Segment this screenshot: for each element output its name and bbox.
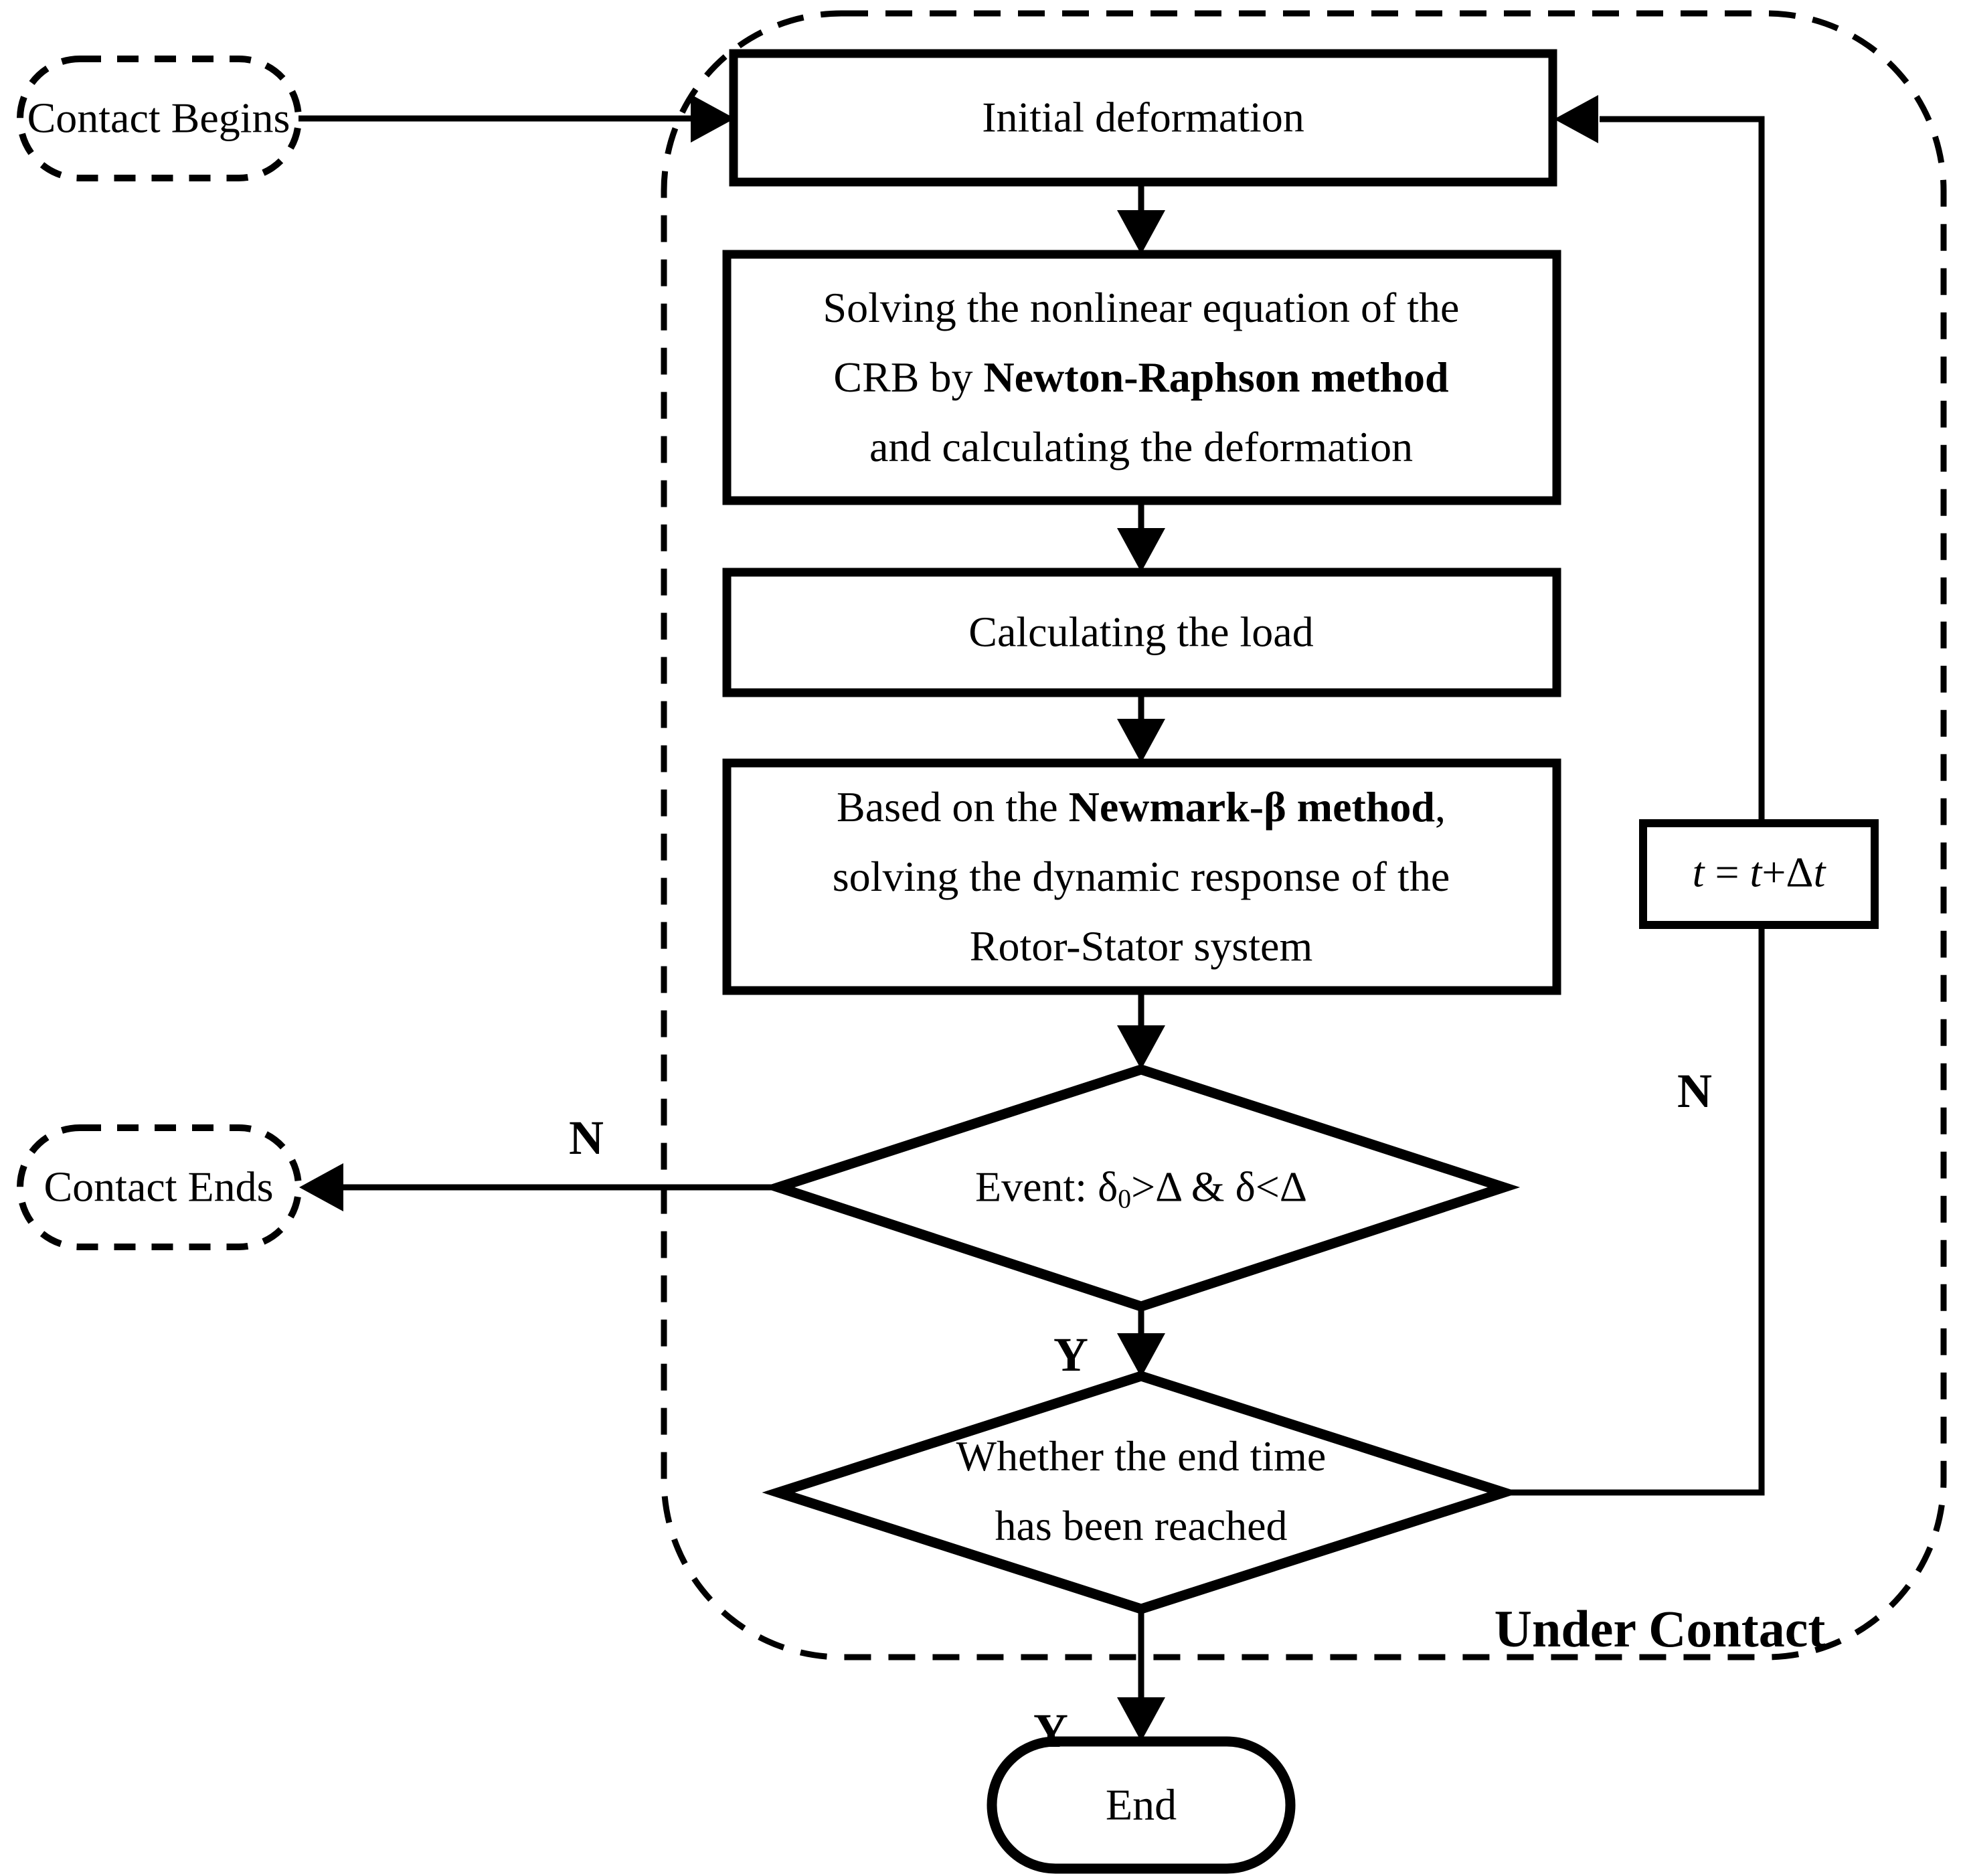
arrow-load-to-newmark [1117,693,1165,763]
solve-crb-line-2-text: CRB by [833,353,984,401]
solve-crb-line-2-bold: Newton-Raphson method [983,353,1449,401]
label-n-contact-ends: N [569,1111,604,1165]
label-y-endtime: Y [1053,1328,1088,1381]
newmark-line-3-text: Rotor-Stator system [969,922,1313,970]
under-contact-title: Under Contact [1494,1600,1826,1658]
newmark-line-1-text: Based on the [837,783,1069,831]
contact-ends-label: Contact Ends [44,1163,274,1211]
time-update-t2: t [1750,848,1762,896]
newmark-response-text [833,772,1450,981]
arrow-event-to-endtime [1117,1306,1165,1377]
arrow-endtime-to-end-head [1117,1697,1165,1741]
newmark-line-2-text: solving the dynamic response of the [832,853,1450,900]
arrow-load-to-newmark-head [1117,719,1165,763]
newmark-line-3 [833,912,1450,981]
newmark-line-1-bold: Newmark-β method [1068,783,1435,831]
calculating-load-label: Calculating the load [968,608,1314,656]
end-time-line-2: has been reached [995,1502,1288,1549]
newmark-line-2 [833,842,1450,912]
solve-crb-line-2 [823,343,1460,412]
arrow-solve-to-load [1117,501,1165,572]
time-update-delta: Δ [1786,848,1814,896]
end-time-decision-text [956,1422,1327,1561]
solve-crb-line-1-text: Solving the nonlinear equation of the [823,284,1460,331]
arrow-initial-to-solve [1117,182,1165,254]
solve-crb-line-1 [823,273,1460,343]
newmark-line-1-comma: , [1435,783,1446,831]
arrow-newmark-to-event-head [1117,1025,1165,1070]
event-decision-label [975,1162,1307,1213]
arrow-newmark-to-event [1117,991,1165,1070]
time-update-label [1693,847,1826,899]
time-update-t1: t [1692,848,1705,896]
arrow-loop-head [1554,95,1598,143]
arrow-solve-to-load-head [1117,528,1165,572]
solve-crb-text [823,273,1460,482]
label-y-end: Y [1033,1704,1068,1758]
arrow-endtime-to-end [1117,1609,1165,1741]
event-decision-suffix: >Δ & δ<Δ [1131,1163,1307,1211]
time-update-t3: t [1813,848,1826,896]
solve-crb-line-3 [823,412,1460,482]
time-update-plus: + [1762,848,1786,896]
arrow-begin-to-initial [299,94,735,143]
event-decision-subscript: 0 [1118,1184,1132,1214]
time-update-equals: = [1704,848,1750,896]
arrow-event-to-endtime-head [1117,1333,1165,1377]
contact-begins-label: Contact Begins [27,94,290,142]
newmark-line-1 [833,772,1450,842]
initial-deformation-label: Initial deformation [982,93,1304,141]
arrow-event-to-contact-ends [299,1163,778,1211]
solve-crb-line-3-text: and calculating the deformation [869,423,1414,471]
arrow-initial-to-solve-head [1117,210,1165,254]
arrow-event-to-contact-ends-head [299,1163,343,1211]
end-time-line-1: Whether the end time [956,1432,1327,1480]
label-n-loop: N [1677,1064,1712,1118]
event-decision-prefix: Event: δ [975,1163,1118,1211]
arrow-begin-to-initial-head [691,94,735,143]
end-label: End [1105,1780,1177,1830]
